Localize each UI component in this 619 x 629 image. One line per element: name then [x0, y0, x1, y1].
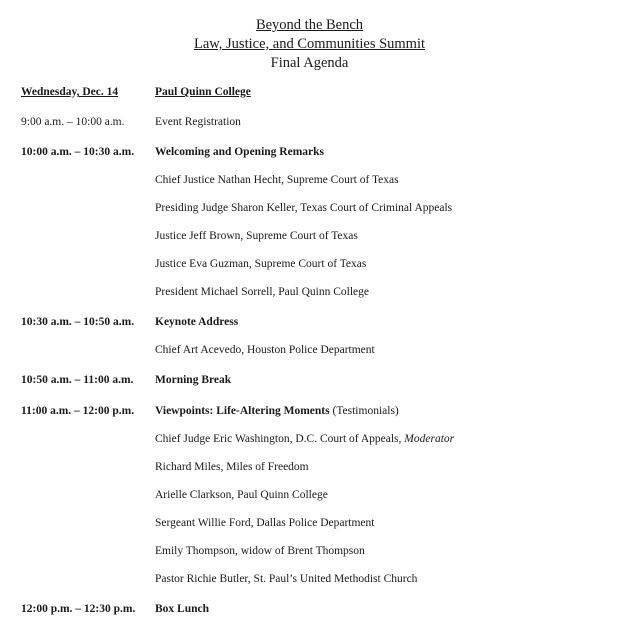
moderator-name: Chief Judge Eric Washington, D.C. Court of Appeals, [155, 433, 402, 445]
break-time: 10:50 a.m. – 11:00 a.m. [21, 374, 134, 386]
viewpoints-note: (Testimonials) [332, 405, 399, 417]
speaker-line: Sergeant Willie Ford, Dallas Police Department [155, 517, 375, 529]
registration-time: 9:00 a.m. – 10:00 a.m. [21, 116, 125, 128]
speaker-line: Presiding Judge Sharon Keller, Texas Court of Criminal Appeals [155, 202, 453, 214]
speaker-line: Chief Justice Nathan Hecht, Supreme Court of Texas [155, 174, 399, 186]
break-label: Morning Break [155, 374, 232, 386]
moderator-role: Moderator [404, 433, 455, 445]
lunch-time: 12:00 p.m. – 12:30 p.m. [21, 603, 136, 615]
document-header [0, 16, 619, 73]
opening-label: Welcoming and Opening Remarks [155, 146, 325, 158]
agenda-item-keynote [21, 315, 238, 329]
speaker-line: Justice Jeff Brown, Supreme Court of Texas [155, 230, 358, 242]
day-row [21, 85, 251, 99]
document-subtitle: Law, Justice, and Communities Summit [193, 36, 426, 52]
agenda-item-viewpoints [21, 404, 399, 418]
speaker-line: Pastor Richie Butler, St. Paul’s United Methodist Church [155, 573, 418, 585]
viewpoints-time: 11:00 a.m. – 12:00 p.m. [21, 405, 135, 417]
moderator-line [155, 432, 454, 446]
speaker-line: President Michael Sorrell, Paul Quinn College [155, 286, 369, 298]
agenda-item-opening [21, 145, 324, 159]
day-label: Wednesday, Dec. 14 [21, 86, 119, 98]
speaker-line: Chief Art Acevedo, Houston Police Department [155, 344, 375, 356]
agenda-item-break [21, 373, 231, 387]
speaker-line: Arielle Clarkson, Paul Quinn College [155, 489, 328, 501]
agenda-item-lunch [21, 602, 209, 616]
lunch-label: Box Lunch [155, 603, 210, 615]
keynote-time: 10:30 a.m. – 10:50 a.m. [21, 316, 135, 328]
speaker-line: Richard Miles, Miles of Freedom [155, 461, 309, 473]
opening-time: 10:00 a.m. – 10:30 a.m. [21, 146, 135, 158]
agenda-item-registration [21, 115, 241, 129]
viewpoints-label: Viewpoints: Life-Altering Moments [155, 405, 330, 417]
venue-label: Paul Quinn College [155, 86, 251, 98]
speaker-line: Emily Thompson, widow of Brent Thompson [155, 545, 365, 557]
document-title: Beyond the Bench [255, 17, 364, 33]
keynote-label: Keynote Address [155, 316, 239, 328]
speaker-line: Justice Eva Guzman, Supreme Court of Texas [155, 258, 367, 270]
document-type: Final Agenda [270, 55, 349, 71]
registration-label: Event Registration [155, 116, 241, 128]
